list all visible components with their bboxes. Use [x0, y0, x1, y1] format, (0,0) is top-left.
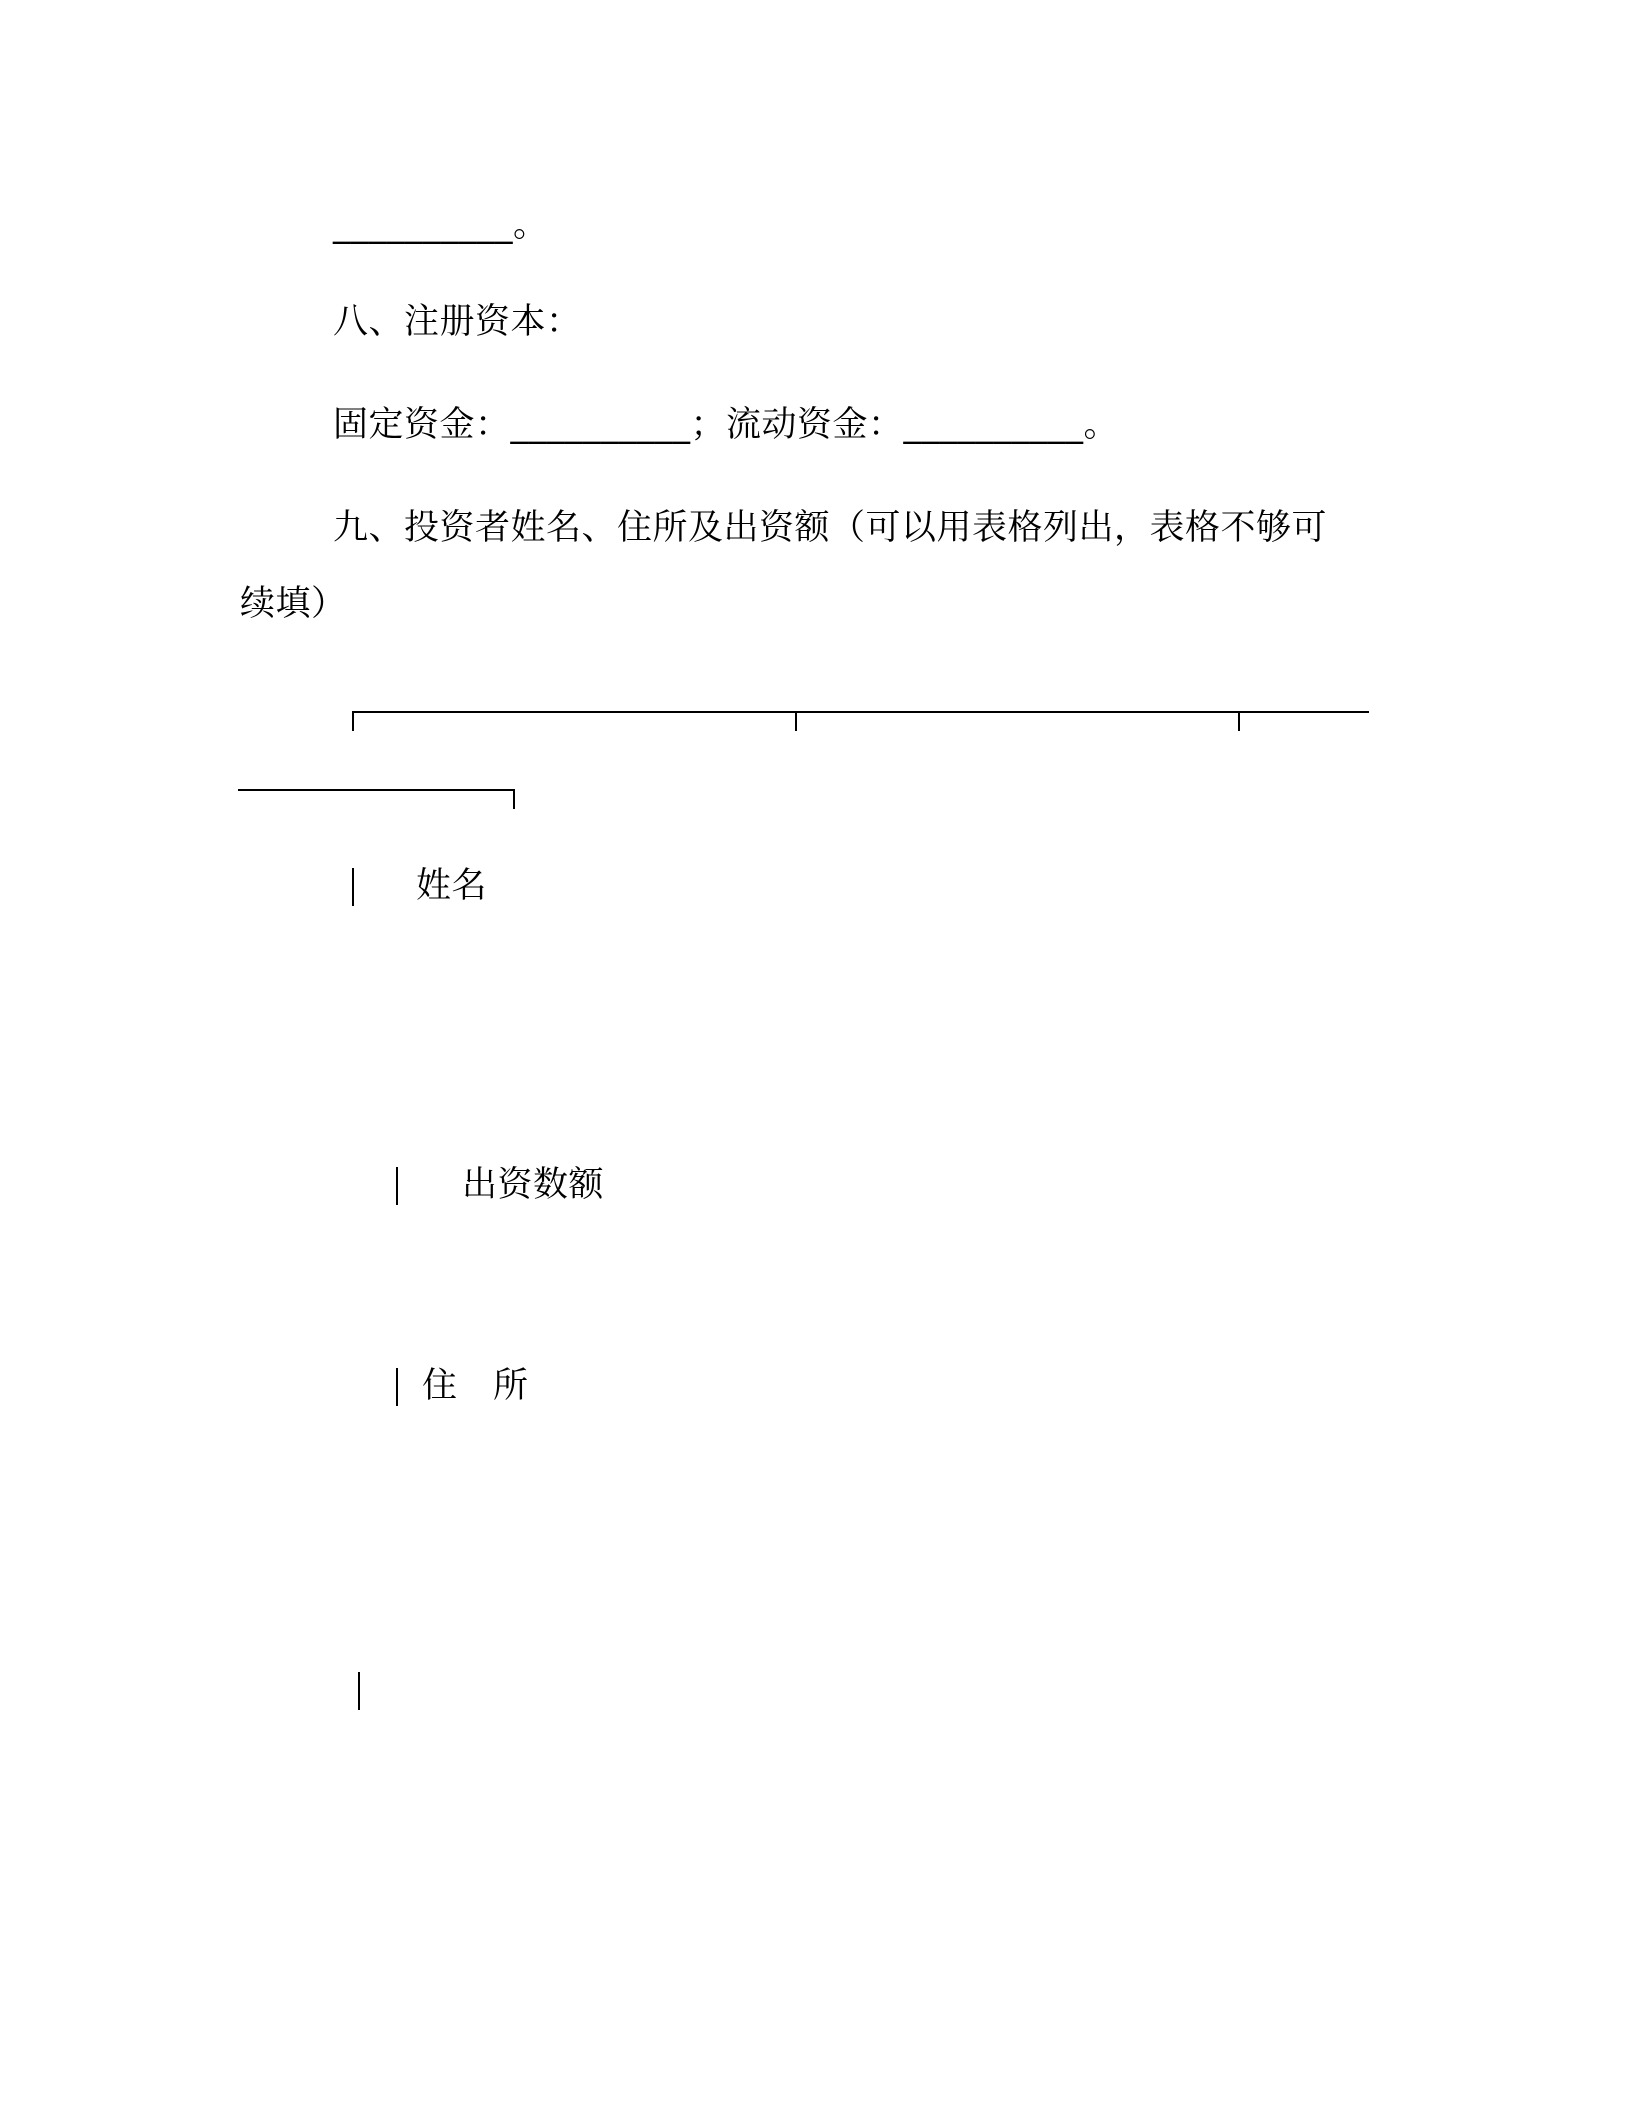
amount-cell-border [396, 1167, 398, 1205]
table-top-border [352, 711, 1369, 713]
section9-heading-line2: 续填） [240, 584, 347, 624]
capital-line-end: 。 [1083, 405, 1120, 445]
name-cell-border [352, 868, 354, 906]
fixed-capital-blank[interactable]: __________ [510, 405, 691, 445]
table-corner-right [513, 789, 515, 809]
table-header-address: 住 所 [422, 1366, 529, 1406]
table-second-border [238, 789, 515, 791]
section9-heading-line1: 九、投资者姓名、住所及出资额（可以用表格列出，表格不够可 [333, 508, 1328, 548]
current-capital-blank[interactable]: __________ [903, 405, 1084, 445]
table-corner-left [352, 711, 354, 731]
table-header-name: 姓名 [416, 866, 488, 906]
table-bottom-border [358, 1672, 360, 1710]
current-capital-label: 流动资金： [726, 405, 904, 445]
table-divider-1 [795, 711, 797, 731]
blank-line-end: __________。 [333, 205, 549, 245]
table-header-amount: 出资数额 [462, 1165, 605, 1205]
address-cell-border [396, 1368, 398, 1406]
capital-separator: ； [690, 405, 727, 445]
fixed-capital-label: 固定资金： [333, 405, 511, 445]
section8-heading: 八、注册资本： [333, 302, 582, 342]
capital-line [333, 403, 1119, 447]
table-divider-2 [1238, 711, 1240, 731]
